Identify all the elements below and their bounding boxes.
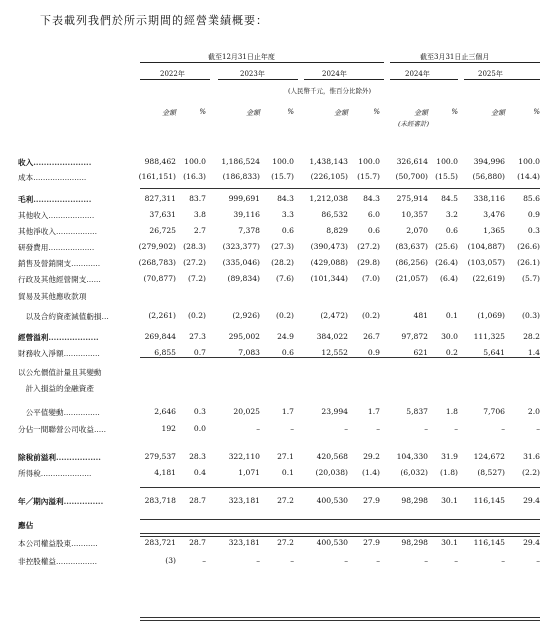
percent-cell: 26.7: [363, 332, 380, 341]
unaudited-note: (未經審計): [398, 120, 430, 128]
row-label: [18, 452, 136, 463]
row-leader-dots: ...........: [71, 539, 98, 548]
amount-cell: (83,637): [395, 242, 428, 251]
amount-cell: 4,181: [154, 468, 176, 477]
percent-cell: –: [290, 556, 294, 565]
amount-cell: (429,088): [310, 258, 348, 267]
amount-cell: 192: [161, 424, 176, 433]
row-label-text: 以及合約資產減值虧損: [18, 312, 102, 321]
row-leader-dots: .................: [55, 453, 101, 462]
amount-cell: –: [344, 424, 348, 433]
percent-cell: 100.0: [358, 157, 380, 166]
percent-cell: 30.1: [441, 496, 458, 505]
amount-cell: 7,706: [483, 407, 505, 416]
percent-cell: 28.3: [189, 452, 206, 461]
percent-cell: 100.0: [184, 157, 206, 166]
percent-cell: 0.6: [367, 226, 380, 235]
row-label-text: 研發費用: [18, 243, 49, 252]
percent-cell: (26.1): [517, 258, 540, 267]
percent-cell: 100.0: [272, 157, 294, 166]
year-2023: 2023年: [240, 70, 265, 78]
row-leader-dots: .....: [93, 425, 107, 434]
percent-cell: 84.3: [277, 194, 294, 203]
year-2022-rule: [140, 79, 210, 80]
amount-cell: (323,377): [222, 242, 260, 251]
percent-cell: (26.4): [435, 258, 458, 267]
percent-cell: 0.6: [445, 226, 458, 235]
table-row: [0, 424, 559, 437]
year-2024-rule: [304, 79, 384, 80]
amount-cell: 98,298: [401, 538, 428, 547]
row-label: [18, 383, 136, 394]
amount-cell: 295,002: [228, 332, 260, 341]
percent-column-header: %: [373, 108, 380, 116]
row-label-text: 年／期內溢利: [18, 497, 64, 506]
row-label-text: 行政及其他經營開支: [18, 275, 87, 284]
amount-cell: 1,186,524: [221, 157, 260, 166]
percent-cell: 27.2: [277, 538, 294, 547]
row-label-text: 毛利: [18, 195, 34, 204]
percent-cell: –: [376, 424, 380, 433]
percent-cell: 3.3: [281, 210, 294, 219]
year-group-rule: [140, 62, 384, 63]
table-row: [0, 348, 559, 361]
year-group-header: 截至12月31日止年度: [208, 53, 275, 61]
amount-cell: –: [256, 556, 260, 565]
percent-cell: 84.5: [441, 194, 458, 203]
percent-cell: 0.9: [527, 210, 540, 219]
percent-cell: (2.2): [521, 468, 540, 477]
amount-cell: –: [501, 424, 505, 433]
percent-cell: 24.9: [277, 332, 294, 341]
double-rule-profit: [140, 533, 540, 537]
percent-cell: 1.8: [445, 407, 458, 416]
row-label-text: 以公允價值計量且其變動: [18, 368, 102, 377]
amount-cell: 999,691: [228, 194, 260, 203]
row-label-text: 成本: [18, 173, 34, 182]
amount-cell: (2,472): [320, 311, 348, 320]
row-label-text: 所得稅: [18, 469, 41, 478]
row-label: [18, 468, 136, 479]
percent-column-header: %: [451, 108, 458, 116]
amount-cell: (268,783): [138, 258, 176, 267]
row-label: [18, 424, 136, 435]
percent-column-header: %: [199, 108, 206, 116]
percent-cell: 28.2: [523, 332, 540, 341]
table-row: [0, 258, 559, 271]
quarter-group-header: 截至3月31日止三個月: [420, 53, 490, 61]
table-row: [0, 291, 559, 304]
rule-after-associate: [140, 487, 540, 488]
amount-cell: (390,473): [310, 242, 348, 251]
amount-cell: (186,833): [222, 172, 260, 181]
amount-cell: (8,527): [477, 468, 505, 477]
table-row: [0, 226, 559, 239]
percent-cell: 27.3: [189, 332, 206, 341]
amount-cell: (86,256): [395, 258, 428, 267]
table-row: [0, 172, 559, 185]
row-leader-dots: ...............: [63, 349, 100, 358]
table-row: [0, 383, 559, 396]
amount-cell: (2,926): [232, 311, 260, 320]
percent-cell: 0.7: [193, 348, 206, 357]
row-label: [18, 520, 136, 531]
row-label: [18, 407, 136, 418]
row-label-text: 計入損益的金融資產: [18, 384, 94, 393]
percent-cell: (1.4): [361, 468, 380, 477]
year-2024: 2024年: [322, 70, 347, 78]
percent-cell: (7.0): [361, 274, 380, 283]
row-label: [18, 194, 136, 205]
amount-cell: 279,537: [144, 452, 176, 461]
amount-cell: (1,069): [477, 311, 505, 320]
row-label: [18, 226, 136, 237]
percent-cell: 28.7: [189, 496, 206, 505]
percent-cell: 85.6: [523, 194, 540, 203]
percent-cell: (15.5): [435, 172, 458, 181]
percent-cell: 100.0: [436, 157, 458, 166]
percent-cell: 0.9: [367, 348, 380, 357]
amount-cell: (56,880): [472, 172, 505, 181]
row-label-text: 經營溢利: [18, 333, 49, 342]
amount-cell: 7,378: [238, 226, 260, 235]
amount-cell: 275,914: [396, 194, 428, 203]
amount-column-header: 金額: [162, 109, 176, 117]
percent-cell: 83.7: [189, 194, 206, 203]
amount-cell: 6,855: [154, 348, 176, 357]
percent-cell: (7.2): [187, 274, 206, 283]
percent-cell: 0.2: [445, 348, 458, 357]
row-label: [18, 172, 136, 183]
amount-cell: 322,110: [228, 452, 260, 461]
percent-cell: 3.2: [445, 210, 458, 219]
amount-cell: 116,145: [473, 538, 505, 547]
amount-cell: 111,325: [473, 332, 505, 341]
row-label-text: 其他淨收入: [18, 227, 56, 236]
percent-cell: –: [376, 556, 380, 565]
amount-cell: 23,994: [321, 407, 348, 416]
row-label-text: 財務收入淨額: [18, 349, 64, 358]
amount-cell: (70,877): [143, 274, 176, 283]
intro-text: 下表載列我們於所示期間的經營業績概要：: [40, 14, 268, 27]
row-leader-dots: ...: [101, 312, 109, 321]
amount-cell: 26,725: [149, 226, 176, 235]
amount-cell: (50,700): [395, 172, 428, 181]
table-row: [0, 367, 559, 380]
percent-cell: (15.7): [271, 172, 294, 181]
year-2022: 2022年: [160, 70, 185, 78]
percent-cell: 84.3: [363, 194, 380, 203]
row-leader-dots: ...................: [48, 243, 95, 252]
percent-cell: 0.3: [193, 407, 206, 416]
row-leader-dots: ......................: [33, 195, 92, 204]
percent-cell: 31.9: [441, 452, 458, 461]
table-row: [0, 556, 559, 569]
amount-cell: –: [424, 424, 428, 433]
amount-cell: 988,462: [144, 157, 176, 166]
amount-cell: 283,721: [144, 538, 176, 547]
amount-cell: 124,672: [473, 452, 505, 461]
percent-cell: (27.2): [183, 258, 206, 267]
table-row: [0, 210, 559, 223]
amount-cell: 827,311: [144, 194, 176, 203]
percent-cell: 31.6: [523, 452, 540, 461]
amount-cell: 5,641: [483, 348, 505, 357]
amount-cell: 326,614: [396, 157, 428, 166]
amount-cell: –: [424, 556, 428, 565]
amount-cell: (20,038): [315, 468, 348, 477]
row-label: [18, 367, 136, 378]
row-label-text: 公平值變動: [18, 408, 64, 417]
row-label-text: 銷售及營銷開支: [18, 259, 72, 268]
percent-cell: (26.6): [517, 242, 540, 251]
row-leader-dots: ............: [71, 259, 101, 268]
quarter-2024-rule: [390, 79, 458, 80]
double-rule-end: [140, 617, 540, 621]
percent-cell: 29.4: [523, 496, 540, 505]
percent-cell: 30.0: [441, 332, 458, 341]
amount-cell: (101,344): [310, 274, 348, 283]
percent-cell: (14.4): [517, 172, 540, 181]
table-row: [0, 496, 559, 509]
row-leader-dots: ......: [86, 275, 101, 284]
percent-cell: –: [454, 424, 458, 433]
amount-cell: 338,116: [473, 194, 505, 203]
amount-cell: (279,902): [138, 242, 176, 251]
row-label: [18, 348, 136, 359]
year-2023-rule: [218, 79, 298, 80]
row-label: [18, 291, 136, 302]
percent-cell: (27.3): [271, 242, 294, 251]
row-leader-dots: ...................: [48, 333, 99, 342]
percent-cell: (0.2): [275, 311, 294, 320]
rule-after-tax: [140, 519, 540, 520]
amount-cell: –: [256, 424, 260, 433]
percent-column-header: %: [533, 108, 540, 116]
amount-cell: 269,844: [144, 332, 176, 341]
percent-cell: (6.4): [439, 274, 458, 283]
percent-cell: –: [202, 556, 206, 565]
amount-cell: (21,057): [395, 274, 428, 283]
table-row: [0, 194, 559, 207]
percent-cell: (0.3): [521, 311, 540, 320]
amount-cell: 86,532: [321, 210, 348, 219]
row-label-text: 除稅前溢利: [18, 453, 56, 462]
percent-cell: 29.2: [363, 452, 380, 461]
percent-cell: 2.0: [527, 407, 540, 416]
amount-cell: –: [501, 556, 505, 565]
percent-column-header: %: [287, 108, 294, 116]
row-label: [18, 258, 136, 269]
amount-cell: (226,105): [310, 172, 348, 181]
row-leader-dots: ...............: [63, 408, 100, 417]
percent-cell: (27.2): [357, 242, 380, 251]
row-leader-dots: .................: [55, 557, 98, 566]
table-row: [0, 242, 559, 255]
rule-after-cost: [140, 188, 540, 189]
amount-cell: 1,438,143: [309, 157, 348, 166]
amount-cell: (22,619): [472, 274, 505, 283]
amount-cell: –: [344, 556, 348, 565]
amount-column-header: 金額: [334, 109, 348, 117]
row-label-text: 收入: [18, 158, 34, 167]
row-label-text: 非控股權益: [18, 557, 56, 566]
amount-cell: 3,476: [483, 210, 505, 219]
row-leader-dots: ...............: [63, 497, 104, 506]
amount-cell: 481: [413, 311, 428, 320]
percent-cell: 0.1: [445, 311, 458, 320]
amount-cell: (89,834): [227, 274, 260, 283]
quarter-2024: 2024年: [405, 70, 430, 78]
percent-cell: –: [536, 556, 540, 565]
table-row: [0, 274, 559, 287]
percent-cell: (25.6): [435, 242, 458, 251]
percent-cell: 27.9: [363, 538, 380, 547]
quarter-2025-rule: [464, 79, 540, 80]
amount-cell: 400,530: [316, 496, 348, 505]
unit-note: (人民幣千元，惟百分比除外): [288, 87, 372, 95]
amount-cell: 116,145: [473, 496, 505, 505]
amount-cell: (103,057): [467, 258, 505, 267]
percent-cell: 6.0: [367, 210, 380, 219]
percent-cell: (29.8): [357, 258, 380, 267]
percent-cell: 0.3: [527, 226, 540, 235]
amount-cell: 394,996: [473, 157, 505, 166]
percent-cell: 27.1: [277, 452, 294, 461]
amount-cell: 5,837: [406, 407, 428, 416]
row-label: [18, 210, 136, 221]
row-label-text: 本公司權益股東: [18, 539, 72, 548]
amount-cell: 323,181: [228, 538, 260, 547]
amount-column-header: 金額: [414, 109, 428, 117]
quarter-2025: 2025年: [478, 70, 503, 78]
percent-cell: (16.3): [183, 172, 206, 181]
percent-cell: 0.6: [281, 226, 294, 235]
table-row: [0, 538, 559, 551]
percent-cell: (0.2): [361, 311, 380, 320]
row-leader-dots: .................: [55, 227, 98, 236]
percent-cell: (28.2): [271, 258, 294, 267]
percent-cell: 0.4: [193, 468, 206, 477]
row-label-text: 應佔: [18, 521, 34, 530]
amount-cell: 20,025: [233, 407, 260, 416]
percent-cell: 3.8: [193, 210, 206, 219]
row-label: [18, 538, 136, 549]
row-label: [18, 556, 136, 567]
row-label: [18, 332, 136, 343]
quarter-group-rule: [390, 62, 540, 63]
table-row: [0, 332, 559, 345]
amount-cell: 10,357: [401, 210, 428, 219]
amount-cell: 283,718: [144, 496, 176, 505]
table-row: [0, 407, 559, 420]
percent-cell: 100.0: [518, 157, 540, 166]
amount-cell: 98,298: [401, 496, 428, 505]
percent-cell: –: [290, 424, 294, 433]
amount-cell: 1,365: [483, 226, 505, 235]
row-label-text: 貿易及其他應收款項: [18, 292, 87, 301]
amount-cell: 97,872: [401, 332, 428, 341]
amount-cell: 1,212,038: [309, 194, 348, 203]
row-label: [18, 311, 136, 322]
percent-cell: 28.7: [189, 538, 206, 547]
row-leader-dots: ......................: [33, 158, 92, 167]
row-leader-dots: ......................: [33, 173, 87, 182]
percent-cell: 29.4: [523, 538, 540, 547]
amount-cell: 384,022: [316, 332, 348, 341]
row-label-text: 其他收入: [18, 211, 49, 220]
row-label: [18, 157, 136, 168]
percent-cell: 2.7: [193, 226, 206, 235]
rule-after-impairment: [140, 357, 540, 358]
amount-cell: (161,151): [138, 172, 176, 181]
amount-cell: 621: [413, 348, 428, 357]
percent-cell: 30.1: [441, 538, 458, 547]
row-label: [18, 242, 136, 253]
percent-cell: (5.7): [521, 274, 540, 283]
table-row: [0, 468, 559, 481]
percent-cell: 27.9: [363, 496, 380, 505]
percent-cell: 0.1: [281, 468, 294, 477]
amount-cell: 37,631: [149, 210, 176, 219]
amount-cell: (3): [165, 556, 176, 565]
row-label: [18, 274, 136, 285]
amount-cell: 323,181: [228, 496, 260, 505]
percent-cell: 27.2: [277, 496, 294, 505]
amount-column-header: 金額: [246, 109, 260, 117]
table-row: [0, 157, 559, 170]
amount-cell: (335,046): [222, 258, 260, 267]
table-row: [0, 520, 559, 533]
percent-cell: (0.2): [187, 311, 206, 320]
amount-cell: 1,071: [238, 468, 260, 477]
amount-cell: 104,330: [396, 452, 428, 461]
percent-cell: (1.8): [439, 468, 458, 477]
table-row: [0, 311, 559, 324]
amount-cell: 8,829: [326, 226, 348, 235]
amount-cell: (104,887): [467, 242, 505, 251]
percent-cell: 1.7: [281, 407, 294, 416]
amount-cell: 400,530: [316, 538, 348, 547]
amount-cell: (6,032): [400, 468, 428, 477]
percent-cell: 1.7: [367, 407, 380, 416]
row-label: [18, 496, 136, 507]
percent-cell: 0.0: [193, 424, 206, 433]
table-row: [0, 452, 559, 465]
amount-cell: 39,116: [233, 210, 260, 219]
row-leader-dots: .....................: [40, 469, 92, 478]
percent-cell: 1.4: [527, 348, 540, 357]
row-label-text: 分佔一間聯營公司收益: [18, 425, 94, 434]
amount-cell: (2,261): [148, 311, 176, 320]
percent-cell: –: [536, 424, 540, 433]
percent-cell: (28.3): [183, 242, 206, 251]
percent-cell: (7.6): [275, 274, 294, 283]
percent-cell: 0.6: [281, 348, 294, 357]
amount-cell: 2,070: [406, 226, 428, 235]
percent-cell: –: [454, 556, 458, 565]
amount-cell: 420,568: [316, 452, 348, 461]
amount-cell: 12,552: [321, 348, 348, 357]
row-leader-dots: ...................: [48, 211, 95, 220]
amount-column-header: 金額: [491, 109, 505, 117]
percent-cell: (15.7): [357, 172, 380, 181]
amount-cell: 2,646: [154, 407, 176, 416]
amount-cell: 7,083: [238, 348, 260, 357]
